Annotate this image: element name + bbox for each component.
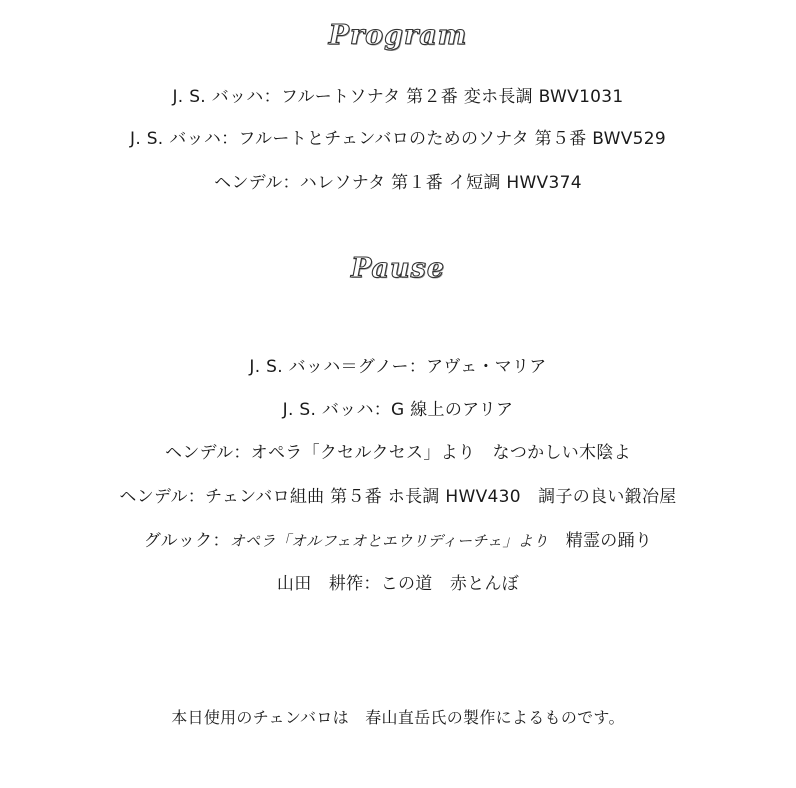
program-item: 山田 耕筰：この道 赤とんぼ: [276, 574, 520, 594]
gluck-opera: オペラ「オルフェオとエウリディーチェ」より: [229, 532, 549, 550]
program-item: ヘンデル：チェンバロ組曲 第５番 ホ長調 HWV430 調子の良い鍛冶屋: [119, 487, 677, 507]
gluck-composer: グルック：: [143, 531, 230, 551]
gluck-piece: 精霊の踊り: [548, 531, 653, 551]
program-item: ヘンデル：オペラ「クセルクセス」より なつかしい木陰よ: [165, 443, 631, 463]
instrument-note: 本日使用のチェンバロは 春山直岳氏の製作によるものです。: [171, 708, 625, 727]
program-item-gluck: [0, 530, 796, 552]
program-heading: Program: [328, 20, 468, 51]
program-item: ヘンデル：ハレソナタ 第１番 イ短調 HWV374: [214, 173, 582, 193]
pause-heading: Pause: [350, 253, 446, 284]
program-item: J. S. バッハ：G 線上のアリア: [282, 400, 514, 420]
program-item: J. S. バッハ：フルートソナタ 第２番 変ホ長調 BWV1031: [172, 87, 624, 107]
program-item: J. S. バッハ＝グノー：アヴェ・マリア: [249, 357, 547, 377]
program-item: J. S. バッハ：フルートとチェンバロのためのソナタ 第５番 BWV529: [130, 129, 666, 149]
